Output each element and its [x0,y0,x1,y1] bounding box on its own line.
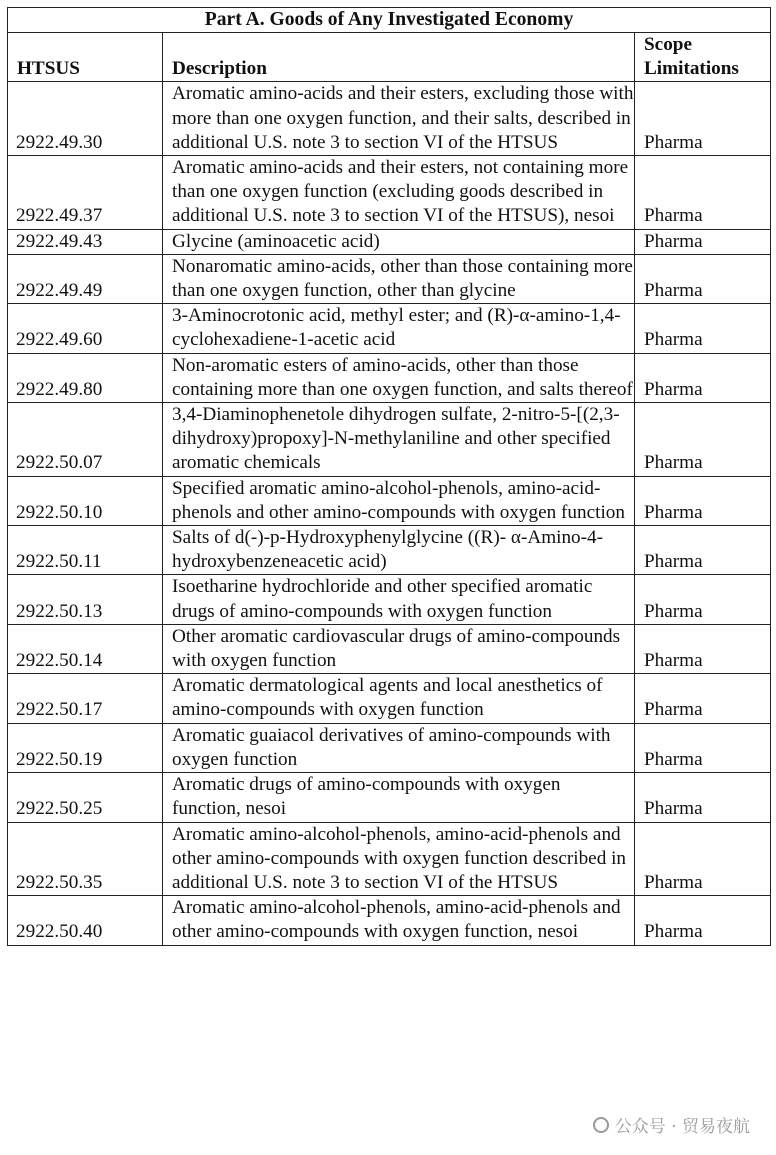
description-cell: Other aromatic cardiovascular drugs of amino-compounds with oxygen function [163,624,635,673]
table-row [8,254,771,303]
htsus-code: 2922.49.60 [8,304,163,353]
header-htsus: HTSUS [8,33,163,82]
table-row [8,575,771,624]
description-cell: 3,4-Diaminophenetole dihydrogen sulfate, 2-nitro-5-[(2,3-dihydroxy)propoxy]-N-methylaniline and other specified aromatic chemicals [163,403,635,477]
description-cell: Isoetharine hydrochloride and other specified aromatic drugs of amino-compounds with oxygen function [163,575,635,624]
htsus-code: 2922.50.40 [8,896,163,945]
htsus-code: 2922.50.10 [8,476,163,525]
scope-cell: Pharma [635,353,771,402]
htsus-code: 2922.50.19 [8,723,163,772]
scope-cell: Pharma [635,773,771,822]
table-row [8,82,771,156]
htsus-code: 2922.50.13 [8,575,163,624]
htsus-code: 2922.50.17 [8,674,163,723]
description-cell: Non-aromatic esters of amino-acids, other than those containing more than one oxygen function, and salts thereof [163,353,635,402]
table-row [8,156,771,230]
description-cell: Aromatic amino-alcohol-phenols, amino-acid-phenols and other amino-compounds with oxygen function, nesoi [163,896,635,945]
table-row [8,304,771,353]
htsus-code: 2922.49.43 [8,229,163,254]
scope-cell: Pharma [635,526,771,575]
table-row [8,403,771,477]
wechat-icon [593,1117,609,1133]
scope-cell: Pharma [635,403,771,477]
scope-cell: Pharma [635,82,771,156]
htsus-code: 2922.49.80 [8,353,163,402]
description-cell: Aromatic dermatological agents and local anesthetics of amino-compounds with oxygen function [163,674,635,723]
table-row [8,773,771,822]
table-row [8,353,771,402]
description-cell: Aromatic drugs of amino-compounds with oxygen function, nesoi [163,773,635,822]
header-scope-line2: Limitations [644,58,739,80]
hts-table [7,7,771,946]
watermark [593,1112,750,1137]
scope-cell: Pharma [635,896,771,945]
description-cell: 3-Aminocrotonic acid, methyl ester; and (R)-α-amino-1,4-cyclohexadiene-1-acetic acid [163,304,635,353]
scope-cell: Pharma [635,575,771,624]
table-row [8,476,771,525]
table-row [8,526,771,575]
scope-cell: Pharma [635,156,771,230]
table-row [8,674,771,723]
table-title: Part A. Goods of Any Investigated Economy [8,8,771,33]
table-body [8,82,771,945]
htsus-code: 2922.49.49 [8,254,163,303]
table-row [8,723,771,772]
description-cell: Nonaromatic amino-acids, other than those containing more than one oxygen function, other than glycine [163,254,635,303]
htsus-code: 2922.49.37 [8,156,163,230]
scope-cell: Pharma [635,674,771,723]
description-cell: Aromatic amino-alcohol-phenols, amino-acid-phenols and other amino-compounds with oxygen function described in additional U.S. note 3 to section VI of the HTSUS [163,822,635,896]
htsus-code: 2922.49.30 [8,82,163,156]
description-cell: Aromatic amino-acids and their esters, excluding those with more than one oxygen function, and their salts, described in additional U.S. note 3 to section VI of the HTSUS [163,82,635,156]
scope-cell: Pharma [635,822,771,896]
header-description: Description [163,33,635,82]
description-cell: Aromatic amino-acids and their esters, not containing more than one oxygen function (excluding goods described in additional U.S. note 3 to section VI of the HTSUS), nesoi [163,156,635,230]
scope-cell: Pharma [635,229,771,254]
description-cell: Salts of d(-)-p-Hydroxyphenylglycine ((R)- α-Amino-4-hydroxybenzeneacetic acid) [163,526,635,575]
header-scope-limitations [635,33,771,82]
table-row [8,624,771,673]
scope-cell: Pharma [635,723,771,772]
scope-cell: Pharma [635,624,771,673]
description-cell: Specified aromatic amino-alcohol-phenols, amino-acid-phenols and other amino-compounds with oxygen function [163,476,635,525]
table-row [8,822,771,896]
table-row [8,229,771,254]
htsus-code: 2922.50.25 [8,773,163,822]
scope-cell: Pharma [635,476,771,525]
htsus-code: 2922.50.07 [8,403,163,477]
htsus-code: 2922.50.14 [8,624,163,673]
table-row [8,896,771,945]
scope-cell: Pharma [635,254,771,303]
description-cell: Glycine (aminoacetic acid) [163,229,635,254]
htsus-code: 2922.50.35 [8,822,163,896]
watermark-text: 公众号 · 贸易夜航 [614,1117,750,1137]
scope-cell: Pharma [635,304,771,353]
description-cell: Aromatic guaiacol derivatives of amino-compounds with oxygen function [163,723,635,772]
htsus-code: 2922.50.11 [8,526,163,575]
header-scope-line1: Scope [644,34,692,55]
